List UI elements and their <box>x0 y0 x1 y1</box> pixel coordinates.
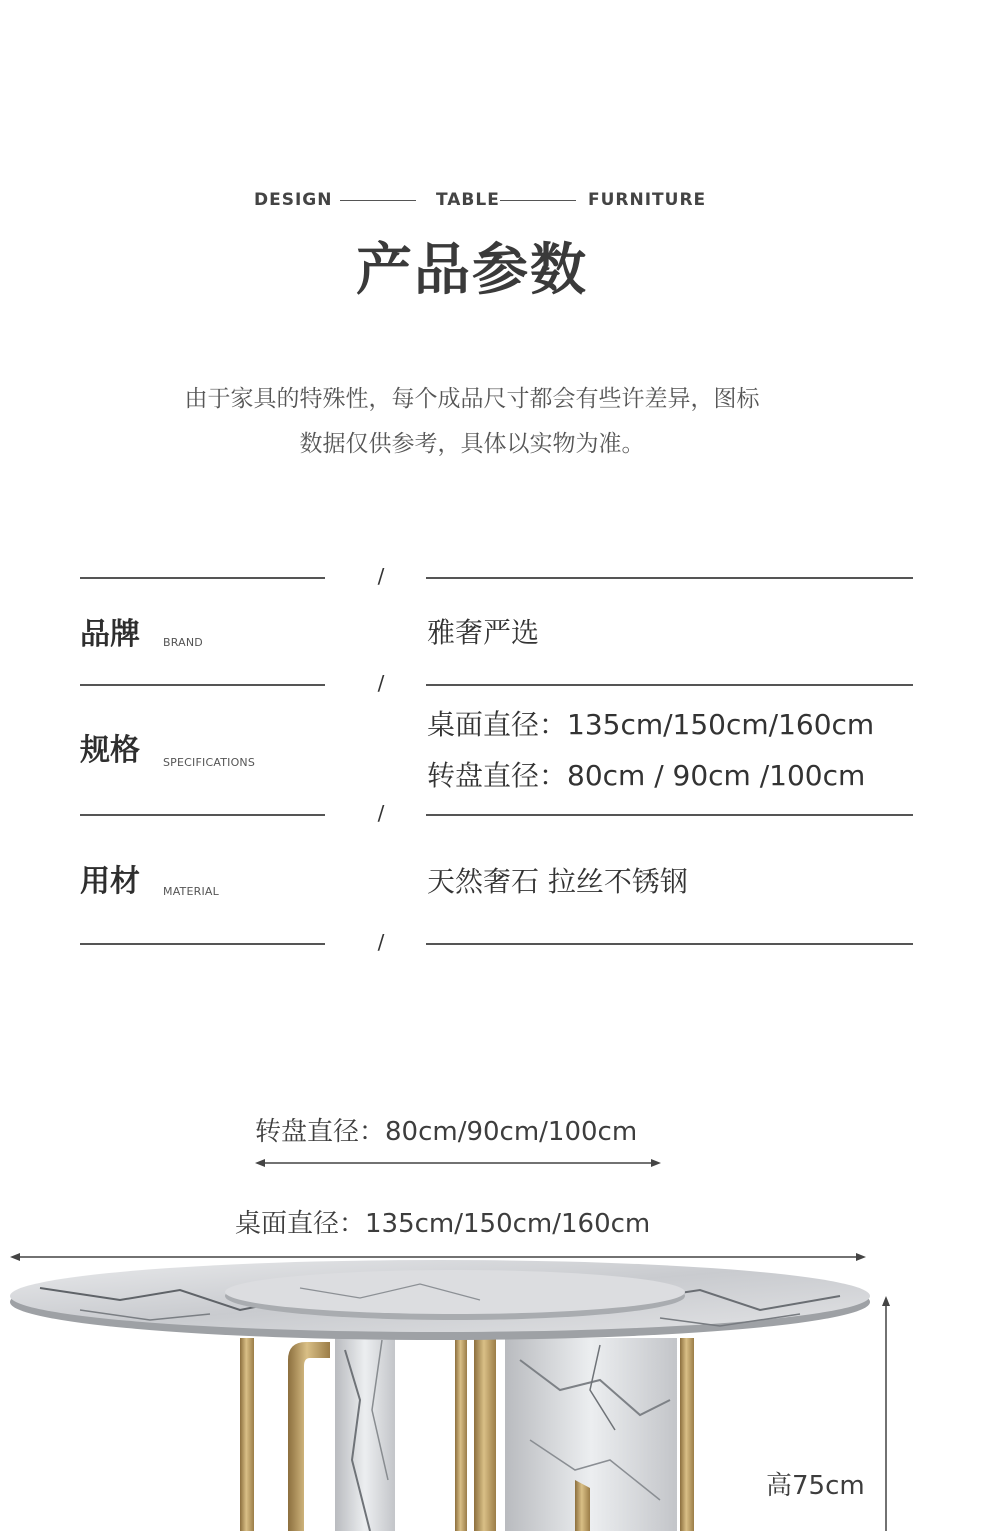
tagline-divider <box>340 200 416 201</box>
separator-slash: / <box>377 801 385 825</box>
table-rule <box>80 814 325 816</box>
table-rule <box>426 684 913 686</box>
table-rule <box>80 577 325 579</box>
spec-label-material: 用材 <box>80 864 140 899</box>
spec-value-material: 天然奢石 拉丝不锈钢 <box>427 865 688 898</box>
table-rule <box>426 943 913 945</box>
separator-slash: / <box>377 930 385 954</box>
turntable-diameter-label: 转盘直径：80cm/90cm/100cm <box>255 1117 638 1147</box>
notice-line-2: 数据仅供参考，具体以实物为准。 <box>299 431 645 457</box>
tagline-table: TABLE <box>436 190 500 210</box>
turntable-dimension-arrow <box>255 1156 661 1170</box>
separator-slash: / <box>377 671 385 695</box>
table-rule <box>426 814 913 816</box>
tagline-furniture: FURNITURE <box>588 190 707 210</box>
spec-value-tabletop-diameter: 桌面直径：135cm/150cm/160cm <box>427 708 875 741</box>
tagline-design: DESIGN <box>254 190 333 210</box>
table-rule <box>80 684 325 686</box>
tagline-divider <box>500 200 576 201</box>
spec-sublabel-material: MATERIAL <box>163 885 219 898</box>
notice-line-1: 由于家具的特殊性，每个成品尺寸都会有些许差异，图标 <box>184 386 760 412</box>
spec-sublabel-specifications: SPECIFICATIONS <box>163 756 256 769</box>
spec-value-brand: 雅奢严选 <box>427 616 540 649</box>
spec-sublabel-brand: BRAND <box>163 636 203 649</box>
spec-label-specifications: 规格 <box>80 733 140 768</box>
marble-dining-table-image <box>0 1240 880 1531</box>
table-rule <box>426 577 913 579</box>
height-label: 高75cm <box>766 1471 865 1501</box>
tabletop-diameter-label: 桌面直径：135cm/150cm/160cm <box>235 1209 651 1239</box>
spec-label-brand: 品牌 <box>80 617 140 652</box>
height-dimension-arrow <box>879 1296 893 1531</box>
table-rule <box>80 943 325 945</box>
spec-value-turntable-diameter: 转盘直径：80cm / 90cm /100cm <box>427 759 866 792</box>
page-title: 产品参数 <box>356 238 588 303</box>
separator-slash: / <box>377 564 385 588</box>
